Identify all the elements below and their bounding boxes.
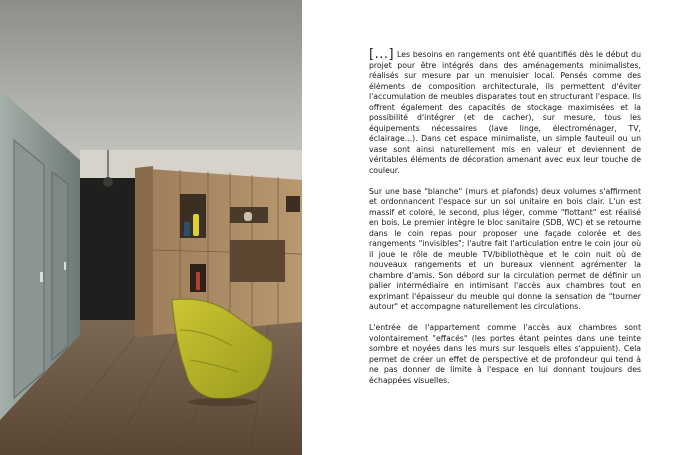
lead-ellipsis: [...]	[369, 47, 395, 62]
paragraph-1	[369, 47, 641, 176]
door-handle	[40, 272, 43, 282]
dark-corridor	[80, 178, 135, 320]
interior-photo	[0, 0, 302, 455]
yellow-vase	[193, 214, 199, 236]
pendant-lamp	[103, 177, 113, 187]
paragraph-1-text: Les besoins en rangements ont été quantifiés dès le début du projet pour être intégrés dans des aménagements minimalistes, réalisés sur mesure par un menuisier local. Pensés comme des éléments de composition architecturale, ils permettent d'éviter l'accumulation de meubles disparates tout en structurant l'espace. Ils offrent également des capacités de stockage maximisées et la possibilité d'intégrer (et de cacher), sur mesure, tous les équipements nécessaires (lave linge, électroménager, TV, éclairage...). Dans cet espace minimaliste, un simple fauteuil ou un vase sont ainsi naturellement mis en valeur et deviennent de véritables éléments de décoration amenant avec eux leur touche de couleur.	[369, 50, 641, 175]
shelf-niche	[286, 196, 300, 212]
paragraph-2: Sur une base "blanche" (murs et plafonds) deux volumes s'affirment et ordonnancent l'espace sur un sol unitaire en bois clair. L'un est massif et coloré, le second, plus léger, comme "flottant" est réalisé en bois. Le premier intègre le bloc sanitaire (SDB, WC) et se retourne dans le coin repas pour proposer une façade colorée et des rangements "invisibles"; l'autre fait l'articulation entre le coin jour où il joue le rôle de meuble TV/bibliothèque et le coin nuit où de nouveaux rangements et un bureaux viennent agrémenter la chambre d'amis. Son débord sur la circulation permet de définir un palier intermédiaire en intimisant l'accès aux chambres tout en exprimant l'épaisseur du meuble qui donne la sensation de "tourner autour" et accompagne naturellement les circulations.	[369, 186, 641, 311]
paragraph-3: L'entrée de l'appartement comme l'accès aux chambres sont volontairement "effacés" (les portes étant peintes dans une teinte sombre et noyées dans les murs sur lesquels elles s'appuient). Cela permet de créer un effet de perspective et de profondeur qui tend à ne pas donner de limite à l'espace en lui donnant toujours des échappées visuelles.	[369, 323, 641, 385]
article-text	[369, 47, 641, 397]
tv-niche	[230, 240, 285, 282]
left-door	[14, 140, 44, 398]
